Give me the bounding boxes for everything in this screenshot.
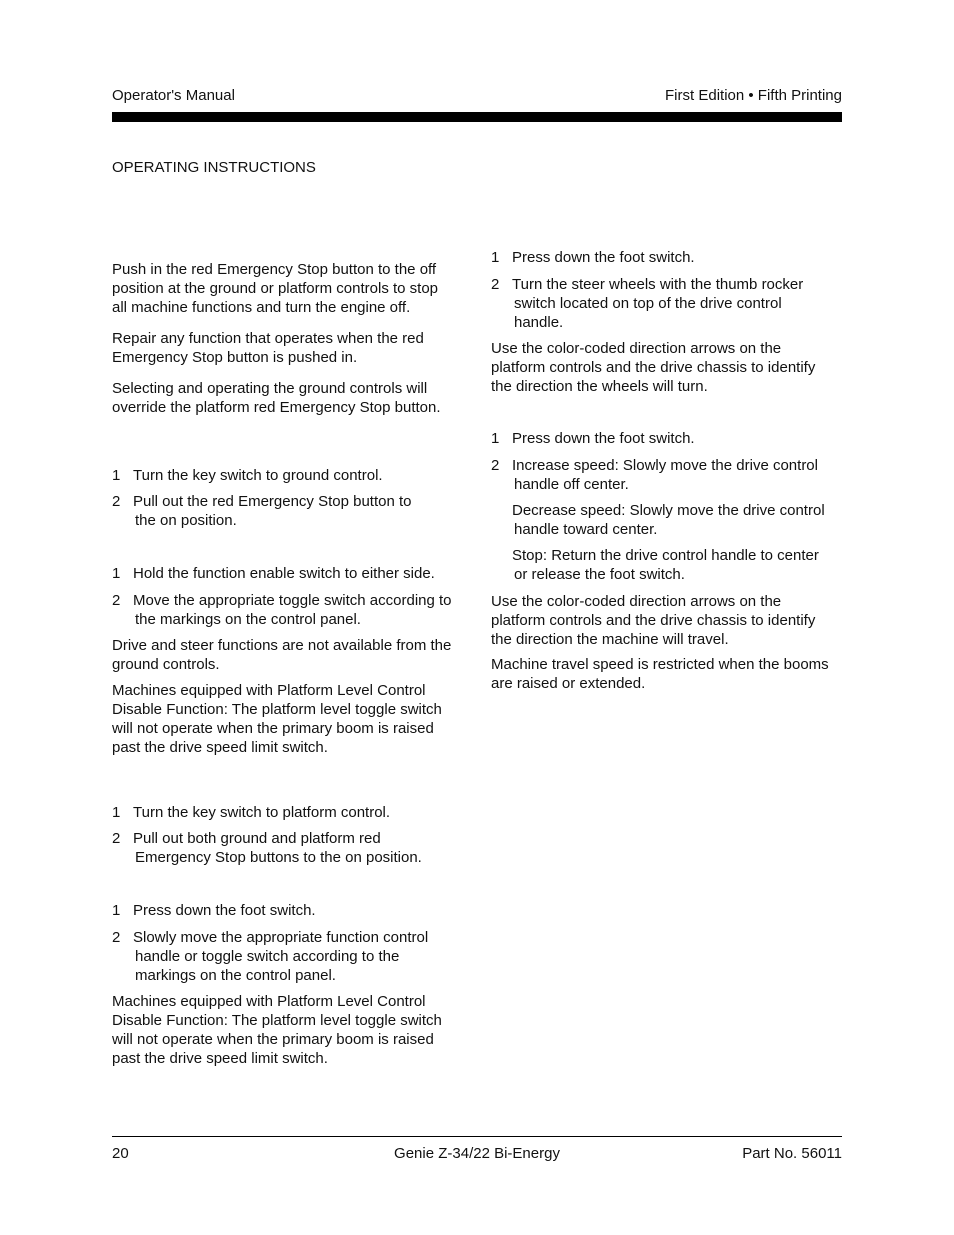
- drive-steer-note: Drive and steer functions are not available from the ground controls.: [112, 637, 452, 673]
- step-number: 2: [112, 830, 121, 847]
- step-drive-foot-switch: Press down the foot switch.: [512, 430, 695, 447]
- step-pull-estop: Pull out the red Emergency Stop button to the on position.: [133, 493, 412, 529]
- emergency-stop-paragraph: Push in the red Emergency Stop button to the off position at the ground or platform controls to stop all machine functions and turn the engine off.: [112, 261, 439, 316]
- footer-model: Genie Z-34/22 Bi-Energy: [394, 1145, 560, 1162]
- step-stop: Stop: Return the drive control handle to center or release the foot switch.: [512, 547, 819, 583]
- steer-direction-note: Use the color-coded direction arrows on the platform controls and the drive chassis to identify the direction the wheels will turn.: [491, 340, 816, 395]
- step-number: 1: [491, 249, 500, 266]
- step-key-platform: Turn the key switch to platform control.: [133, 804, 391, 821]
- step-number: 1: [112, 467, 121, 484]
- header-manual-title: Operator's Manual: [112, 87, 235, 104]
- repair-paragraph: Repair any function that operates when the red Emergency Stop button is pushed in.: [112, 330, 424, 366]
- step-pull-both-estops: Pull out both ground and platform red Emergency Stop buttons to the on position.: [133, 830, 422, 866]
- step-move-function-control: Slowly move the appropriate function control handle or toggle switch according to the markings on the control panel.: [133, 929, 429, 984]
- travel-speed-note: Machine travel speed is restricted when the booms are raised or extended.: [491, 656, 829, 692]
- step-number: 2: [112, 493, 121, 510]
- platform-level-note-2: Machines equipped with Platform Level Control Disable Function: The platform level toggle switch will not operate when the primary boom is raised past the drive speed limit switch.: [112, 993, 442, 1067]
- step-number: 2: [112, 592, 121, 609]
- step-number: 1: [491, 430, 500, 447]
- override-paragraph: Selecting and operating the ground controls will override the platform red Emergency Stop button.: [112, 380, 441, 416]
- footer-rule: [112, 1136, 842, 1137]
- header-edition: First Edition • Fifth Printing: [665, 87, 842, 104]
- step-steer-wheels: Turn the steer wheels with the thumb rocker switch located on top of the drive control handle.: [512, 276, 804, 331]
- step-foot-switch: Press down the foot switch.: [133, 902, 316, 919]
- page-number: 20: [112, 1145, 129, 1162]
- header-rule: [112, 112, 842, 122]
- step-number: 1: [112, 565, 121, 582]
- drive-direction-note: Use the color-coded direction arrows on the platform controls and the drive chassis to identify the direction the machine will travel.: [491, 593, 816, 648]
- step-move-toggle: Move the appropriate toggle switch according to the markings on the control panel.: [133, 592, 452, 628]
- step-number: 2: [112, 929, 121, 946]
- platform-level-note: Machines equipped with Platform Level Control Disable Function: The platform level toggle switch will not operate when the primary boom is raised past the drive speed limit switch.: [112, 682, 442, 756]
- step-number: 1: [112, 902, 121, 919]
- step-number: 2: [491, 457, 500, 474]
- step-hold-enable: Hold the function enable switch to either side.: [133, 565, 435, 582]
- step-key-ground: Turn the key switch to ground control.: [133, 467, 383, 484]
- footer-part-number: Part No. 56011: [742, 1145, 842, 1162]
- step-number: 2: [491, 276, 500, 293]
- section-title: OPERATING INSTRUCTIONS: [112, 159, 316, 176]
- step-steer-foot-switch: Press down the foot switch.: [512, 249, 695, 266]
- step-increase-speed: Increase speed: Slowly move the drive control handle off center.: [512, 457, 818, 493]
- step-number: 1: [112, 804, 121, 821]
- step-decrease-speed: Decrease speed: Slowly move the drive control handle toward center.: [512, 502, 825, 538]
